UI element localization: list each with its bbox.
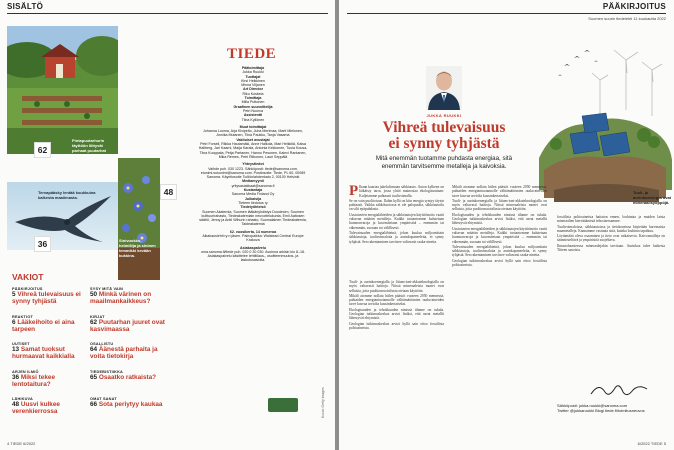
toc-item-title: Lääkeihoito ei aina tarpeen xyxy=(12,319,75,333)
paragraph: Uusiutuvien energialähteiden ja sähköautojen käyttöönotto vaatii valtavan määrän metalleja. Kaikki tuotantomme kulutetaan luonnonvaroja ja kuormitetaan ympäristöä – enemmän tai vähemmän, suoraan tai välillisesti. xyxy=(452,226,547,244)
paragraph: Ihaan kaartaa jakelufirmaan sähköauto. Auton kylkeen on läikäisty tarra, jossa yhtiö mainostaa ekologisuuttaan: Kuljetamme puhtaasti tuulivoimalla. xyxy=(359,185,444,198)
headline-line-1: Vihreä tulevaisuus xyxy=(382,119,506,136)
magazine-logo: TIEDE xyxy=(227,46,277,62)
staff-role: Päätoimittaja xyxy=(241,66,265,70)
flower-page-tag[interactable]: 48 xyxy=(160,184,177,200)
toc-item-label: OSALLISTU xyxy=(90,342,114,346)
bird-page-tag[interactable]: 36 xyxy=(34,236,51,252)
toc-item-label: REAKTIOT xyxy=(12,315,34,319)
contact-info: Vaihde puh. 030 1223. Sähköposti: tiede@sanoma.com, etunimi.sukunimi@sanoma.com. Postiosoite: Tiede, PL 60, 00089 Sanoma. Käyntiosoite Toölönlahdenkatu 2, 00100 Helsinki xyxy=(200,166,306,180)
author-email[interactable]: Sähköposti: jukka.ruukki@sanoma.com xyxy=(557,403,628,408)
page-footer: 4 TIEDE 6/2022 xyxy=(7,441,36,446)
toc-item-page: 13 xyxy=(12,346,20,353)
paragraph: Tuulivoimaloissa, sähköautoissa ja tietokoneissa käytetään harvinaisia maametalleja. Kannamme vastuuta siitä, kuinka louhinta tapahtuu. xyxy=(557,224,665,233)
issue-title: 62. vuosikerta, 14 numeroa xyxy=(229,229,277,234)
toc-item-page: 5 xyxy=(12,291,16,298)
contributors: Petri Forsell, Riikka Hautamäki, Anne Halkola, Mari Heikkilä, Kaisa Hallberg, Jari Kaarni, Maija Karala, Antonia Kekkonen, Tuula Kousa, Tiina Kuoppala, Petja Partanen, Hannu Pesonen, Kalevi Rantanen, Mika Remes, Petri Riikonen, Lauri Seppälä xyxy=(198,142,308,159)
staff-role: Graafinen suunnittelija xyxy=(233,104,273,109)
toc-item[interactable] xyxy=(12,287,84,305)
ads-email[interactable]: yritysasiakkaat@sanoma.fi xyxy=(231,183,275,188)
paragraph: fossiilista polttoaineista haitaton ennen, louhintaa ja muiden laista mineraalien kierrättämistä tehostaessamme. xyxy=(557,215,665,224)
toc-item-page: 62 xyxy=(90,319,98,326)
header-rule xyxy=(347,13,666,14)
masthead-staff xyxy=(198,66,308,263)
staff-role: Art Director xyxy=(243,87,263,92)
eco-logo-icon xyxy=(268,398,298,412)
header-rule xyxy=(7,13,328,14)
toc-item[interactable] xyxy=(90,370,165,381)
staff-role: Assistentti xyxy=(243,113,263,118)
garden-photo xyxy=(7,26,118,154)
staff-name: Tiina Kyllönen xyxy=(241,117,265,122)
staff-name: Jukka Ruukki xyxy=(242,70,264,75)
flower-photo xyxy=(118,158,160,280)
signature-block xyxy=(557,403,667,413)
toc-item[interactable] xyxy=(12,342,84,360)
image-caption: Tuuli- ja aurinkoenergia ovat mineraalisyöppöjä. xyxy=(633,190,672,205)
toc-item-title: Miksi tekee lentotaitura? xyxy=(12,374,55,388)
toc-heading: VAKIOT xyxy=(12,272,44,282)
toc-item-label: KIRJAT xyxy=(90,315,105,319)
toc-item-title: Osaatko ratkaista? xyxy=(98,374,157,381)
right-page xyxy=(339,0,674,450)
ads-title: Mediamyynti xyxy=(242,179,264,184)
toc-item[interactable] xyxy=(90,397,165,408)
toc-item-label: SYSY MITÄ VAIN xyxy=(90,287,124,291)
section-subheader: Suomen suurin tiedelehti 11 kuukautta 2022 xyxy=(588,16,666,21)
toc-item[interactable] xyxy=(90,287,165,305)
toc-item-title: Minkä värinen on maailmankaikkeus? xyxy=(90,291,152,305)
staff-name: Minna Viljanen xyxy=(241,83,265,88)
council-title: Tiedetyöhteisö xyxy=(240,205,266,210)
body-column-1b xyxy=(349,280,444,331)
contributors-title: Vakituiset avustajat xyxy=(236,137,270,142)
flower-caption: Sinivuokko, helmililja ja sininen lemmikki kevään kukkina. xyxy=(119,238,156,258)
toc-item-page: 64 xyxy=(90,346,98,353)
issue-info: Aikakauslehti ry:n jäsen. Painopaikka: Walstead Central Europe Krakova xyxy=(202,233,304,243)
paragraph: Mikäli aiomme nollata hiilen päästöt vuoteen 2050 mennessä, puhtaiden energiantuotannolle välttämättömien raaka-aineiden tarve kasvaa arviolta kuusinkertaiseksi. xyxy=(349,293,444,307)
toc-item-page: 65 xyxy=(90,374,98,381)
toc-item-label: OMAT SANAT xyxy=(90,397,117,401)
toc-item-title: Sota periytyy kaukaa xyxy=(98,401,163,408)
publisher-title: Kustantaja xyxy=(243,188,263,193)
paragraph: Ilmastohaasteessa mineraalejahin tarvitaan. Aurinkoa tulee kaikesta Tiiteen sanoista. xyxy=(557,243,665,253)
drop-cap: P xyxy=(349,183,359,199)
other-staff: Johanna Luoma, Arja Kivipelto, Juha Merimaa, Marti Mielonen, Annika Mutanen, Tiina Paukku, Tanja Vasama xyxy=(203,129,303,138)
other-staff-title: Muut toimittajat xyxy=(239,124,267,129)
paragraph: Se on vain puolitotuus. Ilahin kyllä on kiin energia syntyy täysin puhtaasti. Vaikka sähkötuotossa ei ole palopuolia, sähköautoilu on silti epäpuhdasta. xyxy=(349,198,444,212)
toc-item[interactable] xyxy=(90,342,165,360)
signature-image xyxy=(589,380,649,400)
author-social[interactable]: Twitter @jukkaruukki Blogi tiede.fi/toimitusneuvos xyxy=(557,408,645,413)
toc-item-label: PÄÄKIRJOITUS xyxy=(12,287,43,291)
toc-item-title: Vihreä tulevaisuus ei synny tyhjästä xyxy=(12,291,81,305)
toc-item-page: 50 xyxy=(90,291,98,298)
paragraph: Tuuli- ja aurinkoenergialla ja litium-ioni-akkuteknologialla on myös valtavasti haittoja. Niissä mineraaleista monet ovat sellaisia, joita puolitomuotoilusta otetaan käyttöön. xyxy=(349,280,444,293)
editorial-headline xyxy=(359,120,529,152)
toc-item-page: 66 xyxy=(90,401,98,408)
paragraph: Uusiutuvien energialähteiden ja sähköautojen käyttöönotto vaatii valtavan määrän metalleja. Kaikki tuotantomme kulutetaan luonnonvaroja ja kuormitetaan ympäristöä – enemmän tai vähemmän, suoraan tai välillisesti. xyxy=(349,212,444,230)
paragraph: Mikäli aiomme nollata hiilen päästöt vuoteen 2050 mennessä, puhtaiden energiantuotannolle välttämättömien raaka-aineiden tarve kasvaa arviolta kuusinkertaiseksi. xyxy=(452,185,547,198)
garden-caption: Pintapuutarhurin täyttöön liittyvät parhaat puutarhat xyxy=(72,138,107,153)
publisher: Sanoma Media Finland Oy xyxy=(231,192,275,197)
paragraph: Tulevaisuuden energialähteinä, johon kuuluu miljoonittain sähköautoja, tuulivoimaloita ja aurinkopaneeleita, ei synny tyhjästä. Sen rakentaminen tarvitsee valtavasti raaka-ainetta. xyxy=(452,244,547,258)
paragraph: Ekologisuuden ja tehokkuuden nimissä tilanne on tukala. Geologian tutkimuskeskus arvioi lisäksi, että useat metallit lähestyvät ehtymistä. xyxy=(452,212,547,226)
staff-name: Petri Nuorva xyxy=(243,108,263,113)
paragraph: Tulevaisuuden energialähteinä, johon kuuluu miljoonittain sähköautoja, tuulivoimaloita ja aurinkopaneeleita, ei synny tyhjästä. Sen rakentaminen tarvitsee valtavasti raaka-ainetta. xyxy=(349,230,444,244)
author-kicker: JUKKA RUUKKI xyxy=(426,113,462,118)
toc-item-title: Samat tuoksut hurmaavat kaikkialla xyxy=(12,346,75,360)
page-footer: 6/2022 TIEDE 5 xyxy=(637,441,666,446)
paragraph: Löytämättä oleva osaaminen ja tieto ovat ratkaisevia. Kaivosmalleja on säännösteltävä ja ympäristöä suojeltava. xyxy=(557,234,665,243)
toc-item[interactable] xyxy=(12,370,84,388)
staff-role: Tuottajat xyxy=(245,74,261,79)
toc-item-page: 36 xyxy=(12,374,20,381)
toc-item-title: Äänestä parhaita ja voita tietokirja xyxy=(90,346,158,360)
service-title: Asiakaspalvelu xyxy=(240,245,266,250)
staff-name: Riku Koskela xyxy=(242,91,264,96)
editorial-dek: Mitä enemmän tuotamme puhdasta energiaa, sitä enemmän tarvitsemme metalleja ja kaivoksia. xyxy=(375,155,513,170)
toc-item-page: 6 xyxy=(12,319,16,326)
bird-caption: Tervapääsky lentää koukkuina kaikesta maailmasta. xyxy=(38,190,96,200)
paragraph: Geologian tutkimuskeskus arvioi hyllä sain ettoo fossiilista polttoaineista. xyxy=(349,321,444,330)
paragraph: Tuuli- ja aurinkoenergialla ja litium-ioni-akkuteknologialla on myös valtavasti haittoja. Niissä mineraaleista monet ovat sellaisia, joita puolitomuotoilusta otetaan käyttöön. xyxy=(452,198,547,212)
toc-item-title: Puutarhan juuret ovat kasvimaassa xyxy=(90,319,165,333)
body-column-1 xyxy=(349,185,444,245)
council: Suomen Akatemia, Suomen lääkäriyhdistys Duodecim, Suomen kulttuurirahasto, Tiedeakatemiain neuvottelukunta, Emil Aaltosen säätiö, Jenny ja Antti Wihurin rahasto, Suomalainen Tiedeakatemia, Taideakatemia xyxy=(199,209,307,227)
energy-illustration xyxy=(534,40,674,206)
left-page xyxy=(0,0,335,450)
printer-title: Julkaisija xyxy=(244,196,262,201)
toc-item-title: Uusvi kulkee verenkierrossa xyxy=(12,401,60,415)
staff-role: Toimittaja xyxy=(244,96,262,101)
author-portrait xyxy=(426,66,462,110)
toc-item-label: ARJEN ILMIÖ xyxy=(12,370,39,374)
toc-item-label: UUTISET xyxy=(12,342,30,346)
body-column-2 xyxy=(452,185,547,268)
toc-item[interactable] xyxy=(12,397,84,415)
section-header: SISÄLTÖ xyxy=(7,2,44,11)
toc-item-label: TIEDEBISTIIKKA xyxy=(90,370,123,374)
paragraph: Ekologisuuden ja tehokkuuden nimissä tilanne on tukala. Geologian tutkimuskeskus arvioi lisäksi, että useat metallit lähestyvät ehtymistä. xyxy=(349,307,444,321)
toc-item[interactable] xyxy=(90,315,165,333)
headline-line-2: ei synny tyhjästä xyxy=(388,135,500,152)
staff-name: Milla Puttonen xyxy=(241,100,265,105)
section-header: PÄÄKIRJOITUS xyxy=(602,2,666,11)
paragraph: Geologian tutkimuskeskus arvioi hyllä sain ettoo fossiilista polttoaineista. xyxy=(452,258,547,268)
printer: Tieteen tiedotus ry xyxy=(238,200,268,205)
service-info: oma.sanoma.fi/tiede puh. 020 0 30 030. Avoinna arkisin klo 8–18. Asiakaspalvelu käsittelee lehtitilaus-, osoitteenmuutos- ja laskutusasioita. xyxy=(200,249,306,263)
body-column-3 xyxy=(557,215,665,253)
garden-page-tag[interactable]: 62 xyxy=(34,142,51,158)
toc-item-page: 48 xyxy=(12,401,20,408)
contact-title: Yhteystiedot xyxy=(242,162,264,167)
toc-item-label: LÄHIKUVA xyxy=(12,397,33,401)
toc-item[interactable] xyxy=(12,315,84,333)
photo-credit: Kuvat: Getty Images xyxy=(321,387,325,418)
staff-name: Kirsi Heikkinen xyxy=(241,78,265,83)
